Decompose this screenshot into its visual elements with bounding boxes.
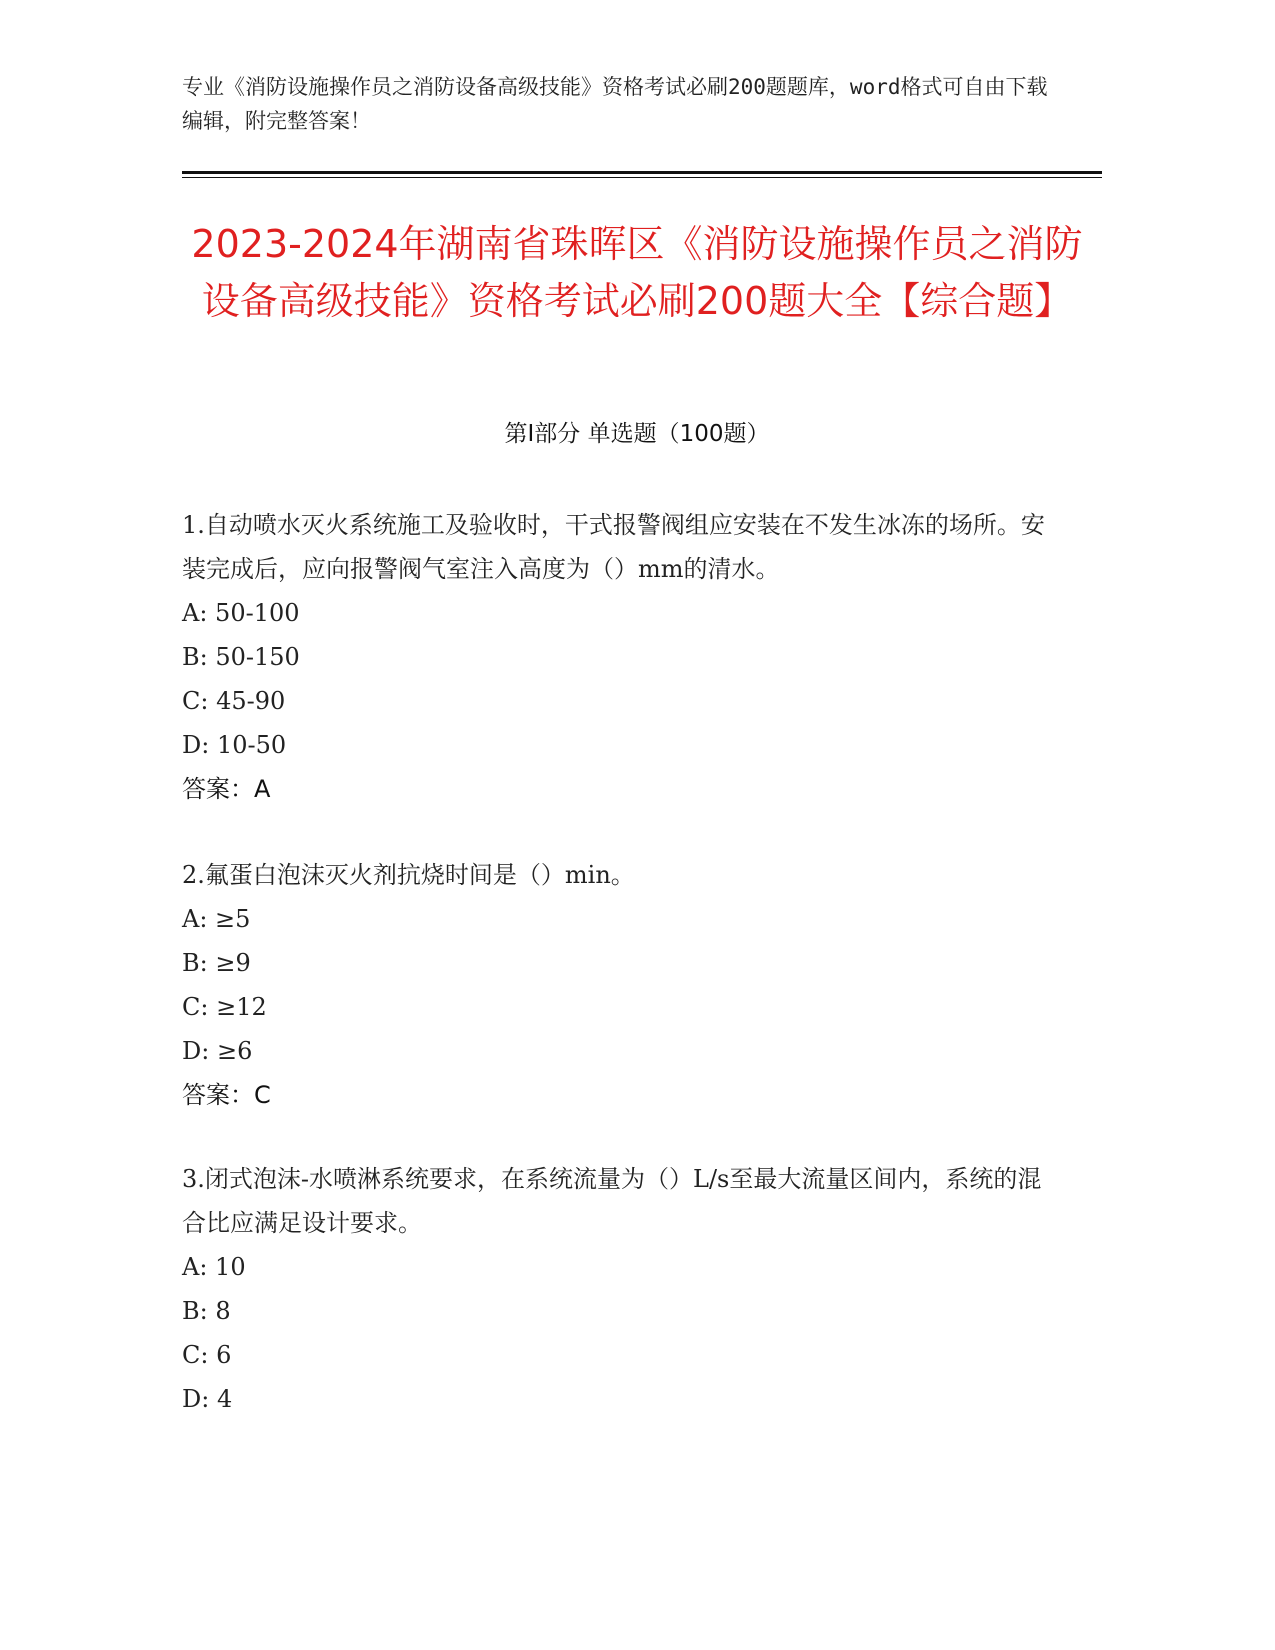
option-b: B: 8 [182, 1297, 231, 1325]
question-stem: 1.自动喷水灭火系统施工及验收时，干式报警阀组应安装在不发生冰冻的场所。安装完成后，应向报警阀气室注入高度为（）mm的清水。 [182, 511, 1045, 583]
document-title: 2023-2024年湖南省珠晖区《消防设施操作员之消防设备高级技能》资格考试必刷200题大全【综合题】 [191, 222, 1083, 323]
option-a: A: 50-100 [182, 599, 300, 627]
option-c: C: ≥12 [182, 993, 267, 1021]
header-divider-thin [182, 177, 1102, 178]
header-divider-thick [182, 171, 1102, 174]
option-d: D: ≥6 [182, 1037, 253, 1065]
answer-label: 答案：A [182, 775, 271, 803]
option-c: C: 45-90 [182, 687, 286, 715]
section-title: 第Ⅰ部分 单选题（100题） [504, 421, 770, 447]
option-d: D: 10-50 [182, 731, 287, 759]
option-b: B: ≥9 [182, 949, 251, 977]
question-1 [182, 503, 1062, 811]
question-stem: 3.闭式泡沫-水喷淋系统要求，在系统流量为（）L/s至最大流量区间内，系统的混合比应满足设计要求。 [182, 1165, 1042, 1237]
option-d: D: 4 [182, 1385, 233, 1413]
option-c: C: 6 [182, 1341, 232, 1369]
question-stem: 2.氟蛋白泡沫灭火剂抗烧时间是（）min。 [182, 861, 635, 889]
option-a: A: ≥5 [182, 905, 251, 933]
question-2 [182, 853, 1062, 1117]
answer-label: 答案：C [182, 1081, 271, 1109]
header-note: 专业《消防设施操作员之消防设备高级技能》资格考试必刷200题题库，word格式可自由下载编辑，附完整答案！ [182, 75, 1048, 133]
option-a: A: 10 [182, 1253, 246, 1281]
question-3 [182, 1157, 1062, 1421]
option-b: B: 50-150 [182, 643, 300, 671]
